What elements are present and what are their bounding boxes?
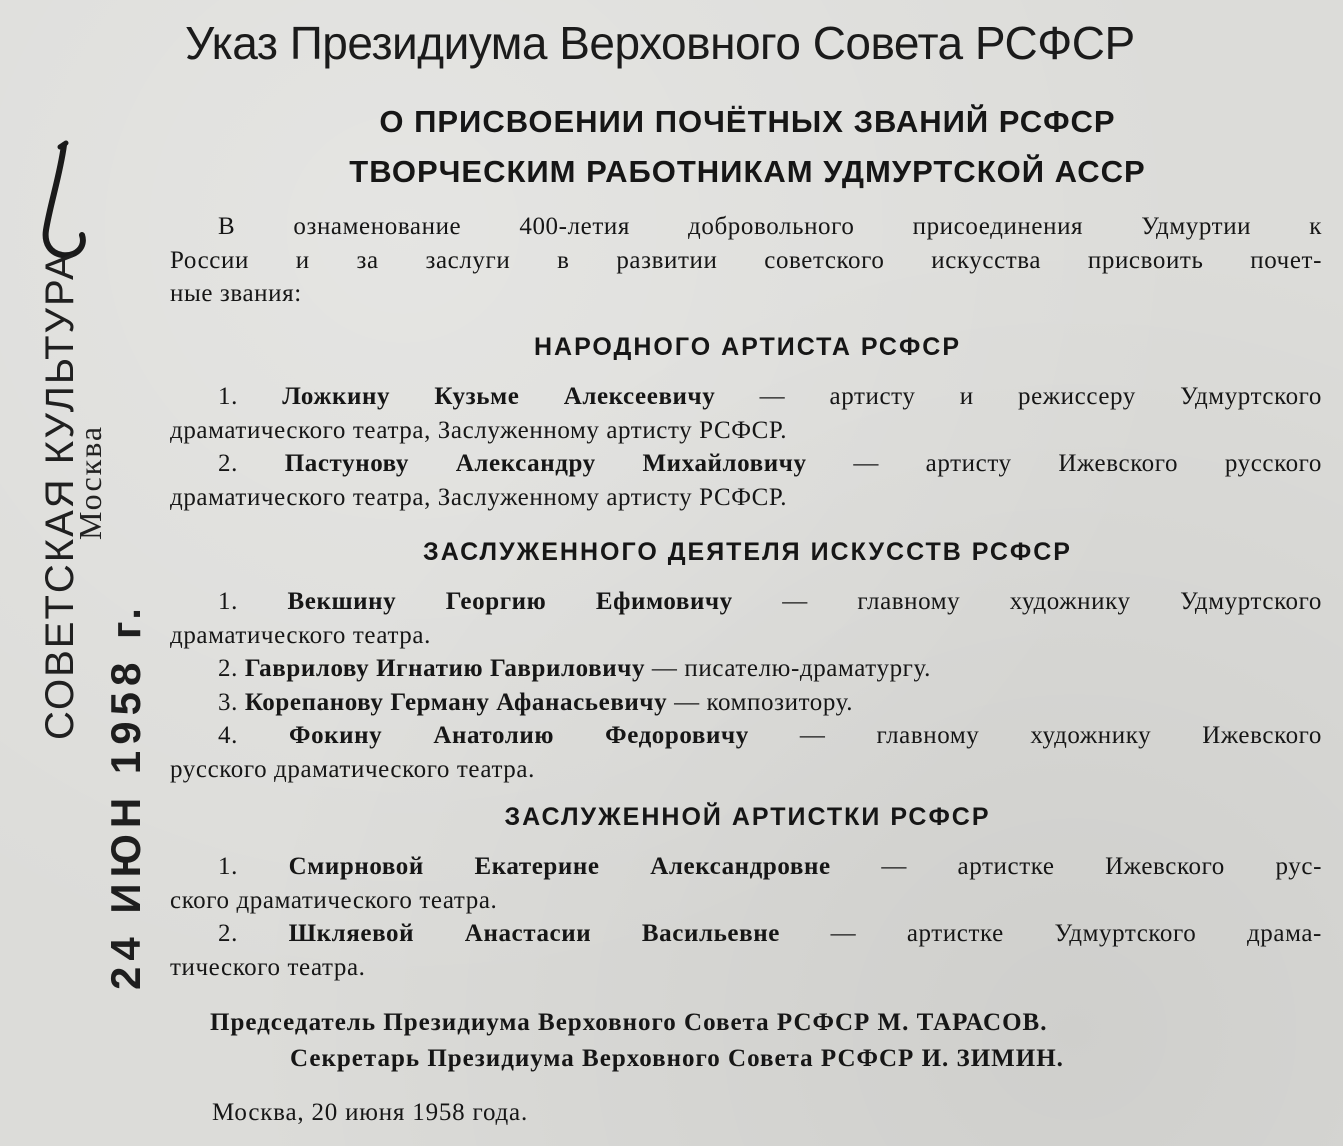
section-heading: ЗАСЛУЖЕННОГО ДЕЯТЕЛЯ ИСКУССТВ РСФСР: [423, 538, 1072, 566]
decree-heading-line1: О ПРИСВОЕНИИ ПОЧЁТНЫХ ЗВАНИЙ РСФСР: [379, 104, 1116, 139]
intro-paragraph: [170, 210, 1322, 311]
list-item-cont: ского драматического театра.: [170, 886, 498, 914]
section-heading: ЗАСЛУЖЕННОЙ АРТИСТКИ РСФСР: [504, 803, 991, 831]
section-list: [170, 380, 1322, 514]
list-item: 2. Гаврилову Игнатию Гавриловичу — писателю-драматургу.: [218, 655, 931, 682]
intro-line: В ознаменование 400-летия добровольного присоединения Удмуртии к: [218, 213, 1322, 240]
list-item: 1. Ложкину Кузьме Алексеевичу — артисту и режиссеру Удмуртского: [218, 383, 1323, 410]
stamp-city: Москва: [72, 424, 108, 540]
signature-chairman: Председатель Президиума Верховного Совета РСФСР М. ТАРАСОВ.: [210, 1009, 1048, 1036]
list-item-cont: драматического театра.: [170, 621, 431, 649]
list-item: 2. Пастунову Александру Михайловичу — артисту Ижевского русского: [218, 450, 1323, 477]
list-item: 1. Смирновой Екатерине Александровне — артистке Ижевского рус-: [218, 853, 1322, 880]
stamp-newspaper-name: СОВЕТСКАЯ КУЛЬТУРА: [38, 251, 82, 740]
section-list: [170, 585, 1322, 786]
list-item-cont: тического театра.: [170, 953, 366, 981]
list-item: 2. Шкляевой Анастасии Васильевне — артистке Удмуртского драма-: [218, 920, 1322, 947]
list-item-cont: русского драматического театра.: [170, 755, 535, 783]
list-item-cont: драматического театра, Заслуженному артисту РСФСР.: [170, 416, 788, 444]
intro-line: ные звания:: [170, 280, 302, 307]
intro-line: России и за заслуги в развитии советского искусства присвоить почет-: [170, 246, 1322, 274]
decree-title: Указ Президиума Верховного Совета РСФСР: [185, 17, 1135, 69]
list-item: 3. Корепанову Герману Афанасьевичу — композитору.: [218, 688, 854, 716]
list-item-cont: драматического театра, Заслуженному артисту РСФСР.: [170, 483, 788, 511]
signature-secretary: Секретарь Президиума Верховного Совета РСФСР И. ЗИМИН.: [290, 1045, 1064, 1072]
section-heading: НАРОДНОГО АРТИСТА РСФСР: [533, 333, 962, 361]
dateline: Москва, 20 июня 1958 года.: [212, 1099, 529, 1126]
stamp-date: 24 ИЮН 1958 г.: [102, 602, 149, 990]
decree-heading-line2: ТВОРЧЕСКИМ РАБОТНИКАМ УДМУРТСКОЙ АССР: [349, 154, 1146, 189]
list-item: 4. Фокину Анатолию Федоровичу — главному художнику Ижевского: [218, 722, 1322, 749]
list-item: 1. Векшину Георгию Ефимовичу — главному художнику Удмуртского: [218, 588, 1322, 615]
section-list: [170, 850, 1322, 984]
